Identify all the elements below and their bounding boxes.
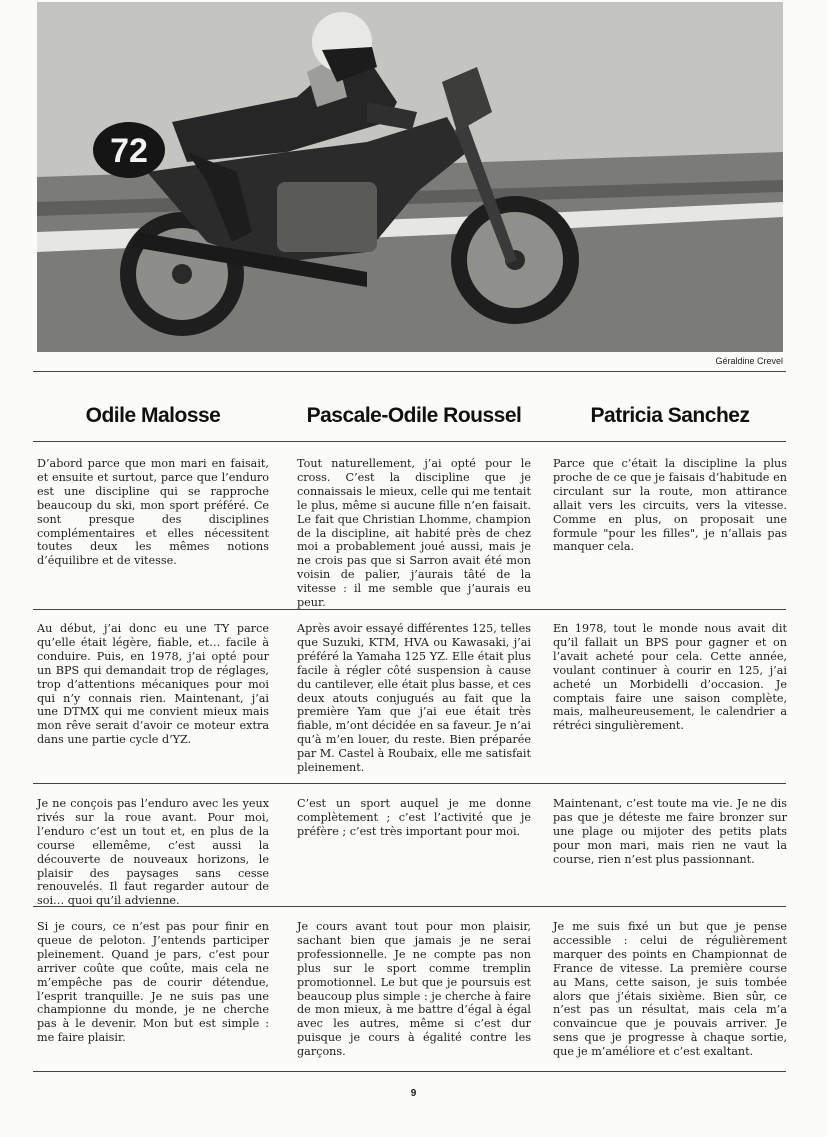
racing-photo <box>37 2 783 352</box>
name-patricia-sanchez: Patricia Sanchez <box>590 404 750 427</box>
answer-malosse-2: Au début, j’ai donc eu une TY parce qu’elle était légère, fiable, et… facile à conduire. Puis, en 1978, j’ai opté pour un BPS qui demandait trop de réglages, trop d’attentions mécaniques pour moi qui n’y connais rien. Maintenant, j’ai une DTMX qui me convient mieux mais mon rêve serait d’avoir ce moteur extra dans une partie cycle d’YZ. <box>37 622 269 747</box>
photo-credit: Géraldine Crevel <box>715 356 783 366</box>
answer-roussel-1: Tout naturellement, j’ai opté pour le cross. C’est la discipline que je connaissais le mieux, celle qui me tentait le plus, même si aucune fille n’en faisait. Le fait que Christian Lhomme, champion de la discipline, ait habité près de chez moi a probablement joué aussi, mais je ne crois pas que si Sarron avait été mon voisin de palier, j’aurais tâté de la vitesse : il me semble que j’aurais eu peur. <box>297 457 531 610</box>
answer-malosse-4: Si je cours, ce n’est pas pour finir en queue de peloton. J’entends participer pleinement. Quand je pars, c’est pour arriver coûte que coûte, mais cela ne m’empêche pas de courir détendue, l’esprit tranquille. Je ne suis pas une championne du monde, je ne cherche pas à le devenir. Mon but est simple : me faire plaisir. <box>37 920 269 1045</box>
motorcycle-racer-illustration <box>37 2 783 352</box>
divider <box>33 371 786 372</box>
answer-sanchez-4: Je me suis fixé un but que je pense accessible : celui de régulièrement marquer des points en Championnat de France de vitesse. La première course au Mans, cette saison, je suis tombée alors que j’étais sixième. Bien sûr, ce n’est pas un résultat, mais cela m’a convaincue que je pouvais arriver. Je sens que je progresse à chaque sortie, que je m’améliore et c’est exaltant. <box>553 920 787 1059</box>
name-pascale-odile-roussel: Pascale-Odile Roussel <box>306 404 522 427</box>
answer-sanchez-3: Maintenant, c’est toute ma vie. Je ne dis pas que je déteste me faire bronzer sur une plage ou mijoter des petits plats pour mon mari, mais rien ne vaut la course, rien n’est plus passionnant. <box>553 797 787 866</box>
answer-malosse-3: Je ne conçois pas l’enduro avec les yeux rivés sur la roue avant. Pour moi, l’enduro c’est un tout et, en plus de la course ellemême, c’est aussi la découverte de nouveaux horizons, le plaisir des paysages sans cesse renouvelés. Il faut regarder autour de soi… quoi qu’il advienne. <box>37 797 269 908</box>
page-number: 9 <box>410 1088 417 1099</box>
answer-sanchez-2: En 1978, tout le monde nous avait dit qu’il fallait un BPS pour gagner et on l’avait acheté pour cela. Cette année, voulant continuer à courir en 125, j’ai acheté un Morbidelli d’occasion. Je comptais faire une saison complète, mais, malheureusement, le calendrier a rétréci singulièrement. <box>553 622 787 733</box>
answer-sanchez-1: Parce que c’était la discipline la plus proche de ce que je faisais d’habitude en circulant sur la route, mon attirance allait vers les circuits, vers la vitesse. Comme en plus, on proposait une formule "pour les filles", je n’allais pas manquer cela. <box>553 457 787 554</box>
answer-roussel-2: Après avoir essayé différentes 125, telles que Suzuki, KTM, HVA ou Kawasaki, j’ai préféré la Yamaha 125 YZ. Elle était plus facile à régler côté suspension à cause du cantilever, elle était plus basse, et ces deux atouts conjugués au fait que la première Yam que j’ai eue était très fiable, m’ont décidée en sa faveur. Je n’ai qu’à m’en louer, du reste. Bien préparée par M. Castel à Roubaix, elle me satisfait pleinement. <box>297 622 531 775</box>
divider <box>33 783 786 784</box>
divider <box>33 441 786 442</box>
name-odile-malosse: Odile Malosse <box>85 404 221 427</box>
answer-roussel-4: Je cours avant tout pour mon plaisir, sachant bien que jamais je ne serai professionnelle. Je ne compte pas non plus sur le sport comme tremplin promotionnel. Le but que je poursuis est beaucoup plus simple : je cherche à faire de mon mieux, à me battre d’égal à égal avec les autres, même si c’est dur puisque je cours à égalité contre les garçons. <box>297 920 531 1059</box>
divider <box>33 1071 786 1072</box>
race-number: 72 <box>110 132 148 170</box>
answer-malosse-1: D’abord parce que mon mari en faisait, et ensuite et surtout, parce que l’enduro est une discipline qui se rapproche beaucoup du ski, mon sport préféré. Ce sont presque des disciplines complémentaires et elles nécessitent toutes deux les mêmes notions d’équilibre et de vitesse. <box>37 457 269 568</box>
answer-roussel-3: C’est un sport auquel je me donne complètement ; c’est l’activité que je préfère ; c’est très important pour moi. <box>297 797 531 838</box>
